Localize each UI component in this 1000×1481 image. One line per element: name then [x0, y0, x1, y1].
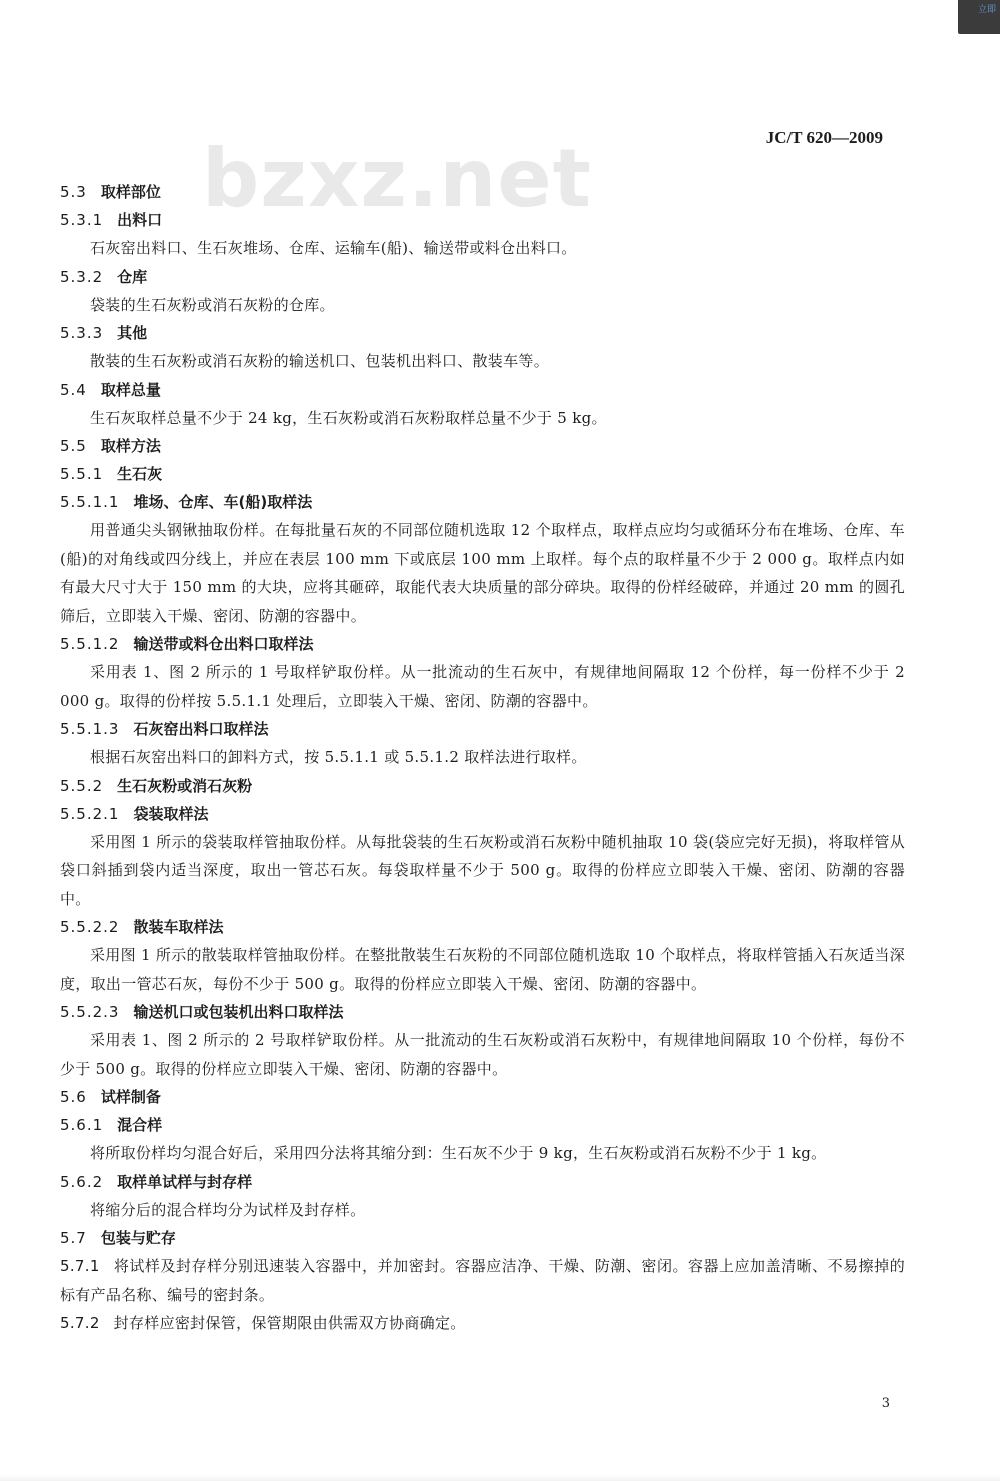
paragraph: 根据石灰窑出料口的卸料方式，按 5.5.1.1 或 5.5.1.2 取样法进行取样。: [90, 748, 587, 766]
section-heading: [60, 460, 905, 488]
section-title: 混合样: [117, 1116, 163, 1134]
section-number: 5.4: [60, 380, 87, 399]
section-title: 包装与贮存: [100, 1229, 176, 1247]
section-number: 5.5.2.1: [60, 804, 120, 823]
section-number: 5.5.2.2: [60, 918, 120, 936]
paragraph: 将所取份样均匀混合好后，采用四分法将其缩分到：生石灰不少于 9 kg，生石灰粉或消石灰粉不少于 1 kg。: [90, 1144, 827, 1162]
watermark: bzxz.net: [202, 132, 592, 225]
section-title: 试样制备: [100, 1088, 161, 1106]
section-number: 5.5: [60, 437, 87, 455]
section-heading: [60, 998, 905, 1026]
section-heading: [60, 715, 905, 743]
section-heading: [60, 488, 905, 516]
page-bottom-edge: [0, 1475, 1000, 1481]
section-title: 生石灰: [117, 465, 163, 483]
paragraph: 采用图 1 所示的散装取样管抽取份样。在整批散装生石灰粉的不同部位随机选取 10 个取样点，将取样管插入石灰适当深度，取出一管芯石灰，每份不少于 500 g。取得的份样应立即装入干燥、密闭、防潮的容器中。: [60, 946, 905, 993]
paragraph: 采用图 1 所示的袋装取样管抽取份样。从每批袋装的生石灰粉或消石灰粉中随机抽取 10 袋(袋应完好无损)，将取样管从袋口斜插到袋内适当深度，取出一管芯石灰。每袋取样量不少于 500 g。取得的份样应立即装入干燥、密闭、防潮的容器中。: [60, 832, 905, 908]
section-number: 5.7: [60, 1229, 87, 1247]
section-number: 5.3.1: [60, 211, 104, 229]
paragraph-5-7-1: [60, 1252, 905, 1309]
section-number: 5.3.3: [60, 324, 104, 342]
section-number: 5.6: [60, 1088, 87, 1106]
paragraph-text: 封存样应密封保管，保管期限由供需双方协商确定。: [113, 1314, 466, 1332]
paragraph-5-7-2: [60, 1309, 905, 1338]
section-number: 5.6.2: [60, 1172, 104, 1191]
section-title: 堆场、仓库、车(船)取样法: [133, 493, 313, 511]
section-title: 取样部位: [100, 183, 161, 201]
page-number: 3: [881, 1396, 890, 1411]
section-heading: [60, 800, 905, 828]
section-number: 5.5.2: [60, 776, 104, 795]
section-number: 5.3.2: [60, 267, 104, 286]
document-code: JC/T 620—2009: [765, 128, 883, 147]
section-heading: [60, 319, 905, 347]
section-title: 出料口: [117, 211, 163, 229]
section-title: 仓库: [117, 267, 148, 286]
section-title: 取样单试样与封存样: [117, 1172, 253, 1191]
paragraph: 将缩分后的混合样均分为试样及封存样。: [90, 1200, 366, 1219]
paragraph: 袋装的生石灰粉或消石灰粉的仓库。: [90, 295, 335, 314]
section-heading: [60, 178, 905, 206]
section-title: 袋装取样法: [133, 804, 209, 823]
corner-label[interactable]: 立即: [977, 5, 996, 15]
section-heading: [60, 206, 905, 234]
section-title: 石灰窑出料口取样法: [133, 720, 269, 738]
paragraph: 用普通尖头钢锹抽取份样。在每批量石灰的不同部位随机选取 12 个取样点，取样点应均匀或循环分布在堆场、仓库、车(船)的对角线或四分线上，并应在表层 100 mm 下或底层 100 mm 上取样。每个点的取样量不少于 2 000 g。取样点内如有最大尺寸大于 150 mm 的大块，应将其砸碎，取能代表大块质量的部分碎块。取得的份样经破碎，并通过 20 mm 的圆孔筛后，立即装入干燥、密闭、防潮的容器中。: [60, 521, 905, 625]
section-heading: [60, 772, 905, 800]
paragraph: 采用表 1、图 2 所示的 2 号取样铲取份样。从一批流动的生石灰粉或消石灰粉中，有规律地间隔取 10 个份样，每份不少于 500 g。取得的份样应立即装入干燥、密闭、防潮的容器中。: [60, 1031, 905, 1078]
paragraph: 石灰窑出料口、生石灰堆场、仓库、运输车(船)、输送带或料仓出料口。: [90, 239, 577, 257]
paragraph-text: 将试样及封存样分别迅速装入容器中，并加密封。容器应洁净、干燥、防潮、密闭。容器上应加盖清晰、不易擦掉的标有产品名称、编号的密封条。: [60, 1257, 905, 1304]
section-title: 散装车取样法: [133, 918, 224, 936]
section-heading: [60, 263, 905, 291]
section-heading: [60, 376, 905, 404]
section-heading: [60, 432, 905, 460]
section-number: 5.3: [60, 183, 87, 201]
section-number: 5.5.2.3: [60, 1003, 120, 1021]
paragraph: 散装的生石灰粉或消石灰粉的输送机口、包装机出料口、散装车等。: [90, 352, 550, 370]
section-number: 5.5.1: [60, 465, 104, 483]
section-title: 生石灰粉或消石灰粉: [117, 776, 253, 795]
section-number: 5.7.2: [60, 1314, 100, 1332]
section-title: 输送机口或包装机出料口取样法: [133, 1003, 344, 1021]
section-title: 其他: [117, 324, 148, 342]
section-number: 5.5.1.1: [60, 493, 120, 511]
section-heading: [60, 1083, 905, 1111]
document-body: [60, 178, 905, 1338]
section-title: 取样总量: [100, 380, 161, 399]
section-number: 5.6.1: [60, 1116, 104, 1134]
section-number: 5.7.1: [60, 1257, 100, 1275]
section-heading: [60, 630, 905, 658]
section-heading: [60, 1168, 905, 1196]
corner-tab[interactable]: [958, 0, 1000, 34]
section-title: 输送带或料仓出料口取样法: [133, 635, 314, 653]
section-heading: [60, 913, 905, 941]
section-heading: [60, 1111, 905, 1139]
section-number: 5.5.1.3: [60, 720, 120, 738]
section-title: 取样方法: [100, 437, 161, 455]
section-heading: [60, 1224, 905, 1252]
paragraph: 生石灰取样总量不少于 24 kg，生石灰粉或消石灰粉取样总量不少于 5 kg。: [90, 408, 607, 427]
paragraph: 采用表 1、图 2 所示的 1 号取样铲取份样。从一批流动的生石灰中，有规律地间隔取 12 个份样，每一份样不少于 2 000 g。取得的份样按 5.5.1.1 处理后，立即装入干燥、密闭、防潮的容器中。: [60, 663, 905, 710]
section-number: 5.5.1.2: [60, 635, 120, 653]
